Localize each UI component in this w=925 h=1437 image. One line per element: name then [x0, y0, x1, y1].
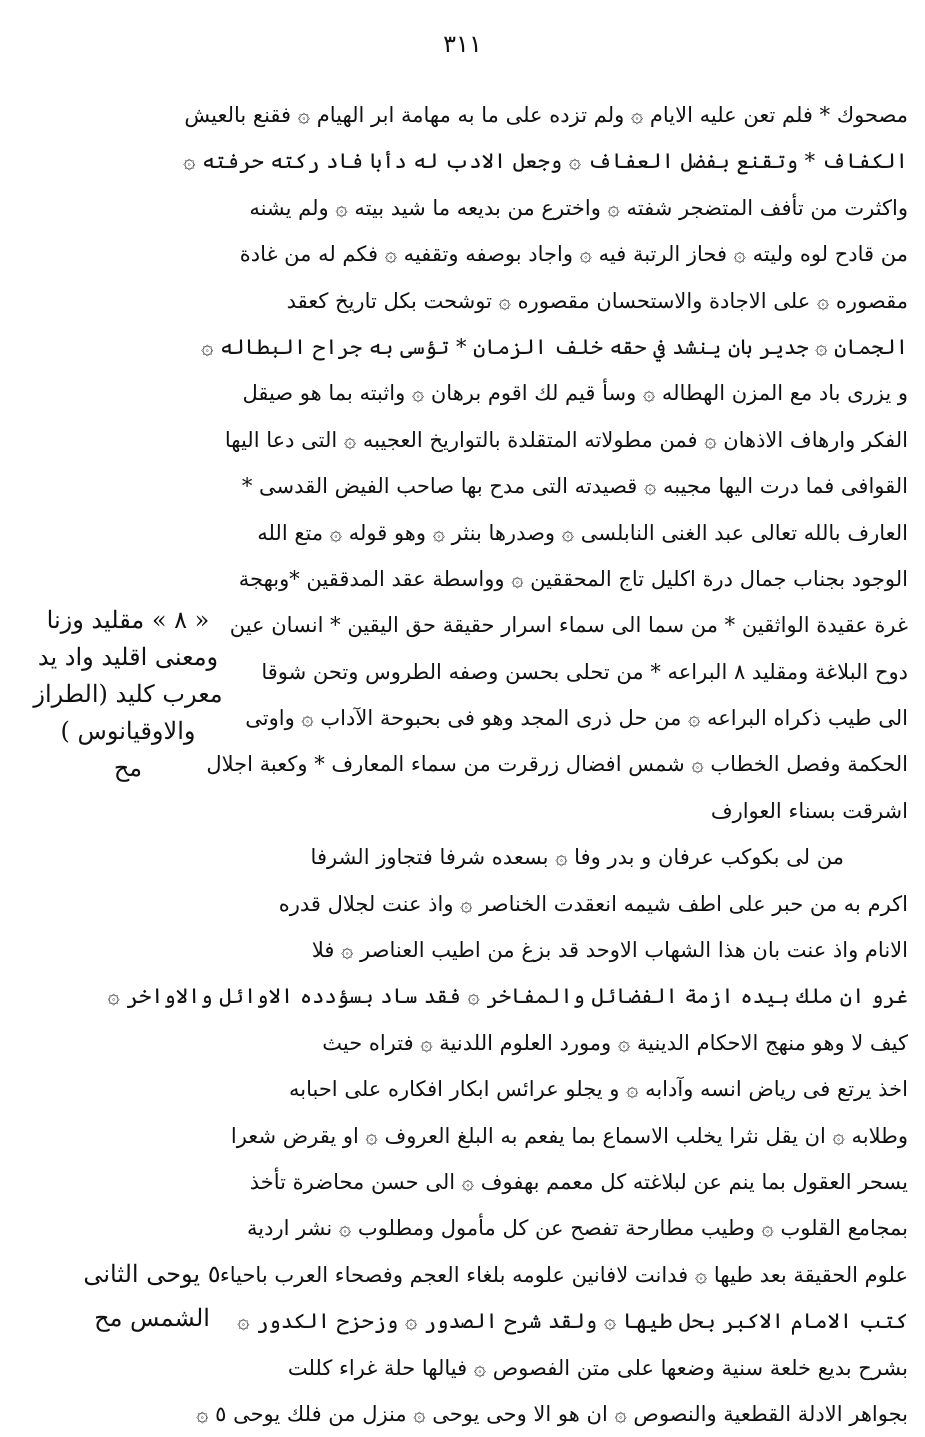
- text-line: علوم الحقيقة بعد طيها ۞ فدانت لافانين علومه بلغاء العجم وفصحاء العرب باحياء: [219, 1262, 908, 1287]
- text-line: الوجود بجناب جمال درة اكليل تاج المحققين ۞ وواسطة عقد المدققين *وبهجة: [238, 566, 908, 591]
- text-line: واكثرت من تأفف المتضجر شفته ۞ واخترع من بديعه ما شيد بيته ۞ ولم يشنه: [249, 195, 908, 220]
- text-line: مصحوك * فلم تعن عليه الايام ۞ ولم تزده على ما به مهامة ابر الهيام ۞ فقنع بالعيش: [184, 103, 908, 127]
- text-line: دوح البلاغة ومقليد ٨ البراعه * من تحلى بحسن وصفه الطروس وتحن شوقا: [261, 659, 908, 684]
- text-line: العارف بالله تعالى عبد الغنى النابلسى ۞ وصدرها بنثر ۞ وهو قوله ۞ متع الله: [257, 520, 908, 545]
- text-line: اخذ يرتع فى رياض انسه وآدابه ۞ و يجلو عرائس ابكار افكاره على احبابه: [288, 1077, 908, 1102]
- text-line: غرو ان ملك بيده ازمة الفضائل والمفاخر ۞ فقد ساد بسؤدده الاوائل والاواخر ۞: [107, 984, 908, 1009]
- text-line: الفكر وارهاف الاذهان ۞ فمن مطولاته المتقلدة بالتواريخ العجيبه ۞ التى دعا اليها: [224, 427, 908, 452]
- footnote: [62, 1252, 242, 1340]
- margin-note: [18, 602, 238, 787]
- text-line: من قادح لوه وليته ۞ فحاز الرتبة فيه ۞ واجاد بوصفه وتقفيه ۞ فكم له من غادة: [239, 242, 908, 267]
- text-line: بمجامع القلوب ۞ وطيب مطارحة تفصح عن كل مأمول ومطلوب ۞ نشر اردية: [246, 1216, 908, 1241]
- margin-note-line: والاوقيانوس ): [60, 717, 196, 745]
- text-line: بجواهر الادلة القطعية والنصوص ۞ ان هو الا وحى يوحى ۞ منزل من فلك يوحى ٥ ۞: [196, 1401, 908, 1426]
- text-line: و يزرى باد مع المزن الهطاله ۞ وسأ قيم لك اقوم برهان ۞ واثبته بما هو صيقل: [242, 381, 908, 406]
- text-line: القوافى فما درت اليها مجيبه ۞ قصيدته التى مدح بها صاحب الفيض القدسى *: [241, 474, 908, 499]
- text-line: الحكمة وفصل الخطاب ۞ شمس افضال زرقرت من سماء المعارف * وكعبة اجلال: [206, 752, 908, 777]
- text-line: وطلابه ۞ ان يقل نثرا يخلب الاسماع بما يفعم به البلغ العروف ۞ او يقرض شعرا: [230, 1123, 908, 1148]
- text-line: الكفاف * وتقنع بفضل العفاف ۞ وجعل الادب له دأبا فاد ركته حرفته ۞: [183, 149, 908, 174]
- footnote-line: ٥ يوحى الثانى: [83, 1260, 221, 1288]
- text-line: اكرم به من حبر على اطف شيمه انعقدت الخناصر ۞ واذ عنت لجلال قدره: [278, 891, 908, 916]
- footnote-line: الشمس مح: [94, 1304, 210, 1332]
- margin-note-line: معرب كليد (الطراز: [33, 680, 223, 708]
- text-line: مقصوره ۞ على الاجادة والاستحسان مقصوره ۞ توشحت بكل تاريخ كعقد: [286, 288, 908, 313]
- text-line: الانام واذ عنت بان هذا الشهاب الاوحد قد بزغ من اطيب العناصر ۞ فلا: [311, 938, 908, 963]
- text-line: بشرح بديع خلعة سنية وضعها على متن الفصوص ۞ فيالها حلة غراء كللت: [287, 1355, 908, 1380]
- text-line: يسحر العقول بما ينم عن لبلاغته كل معمم بهفوف ۞ الى حسن محاضرة تأخذ: [249, 1169, 908, 1194]
- margin-note-line: « ٨ » مقليد وزنا: [46, 606, 210, 634]
- text-line: كيف لا وهو منهج الاحكام الدينية ۞ ومورد العلوم اللدنية ۞ فتراه حيث: [322, 1030, 908, 1055]
- margin-note-line: مح: [113, 754, 143, 782]
- text-line: الجمان ۞ جدير بان ينشد في حقه خلف الزمان * تؤسى به جراح البطاله ۞: [201, 334, 908, 359]
- text-line: اشرقت بسناء العوارف: [710, 798, 908, 823]
- text-line: الى طيب ذكراه البراعه ۞ من حل ذرى المجد وهو فى بحبوحة الآداب ۞ واوتى: [245, 706, 908, 731]
- text-line: كتب الامام الاكبر بحل طيها ۞ ولقد شرح الصدور ۞ وزحزح الكدور ۞: [237, 1309, 908, 1334]
- margin-note-line: ومعنى اقليد واد يد: [37, 643, 219, 671]
- poem-line: من لى بكوكب عرفان و بدر وفا ۞ بسعده شرفا فتجاوز الشرفا: [310, 845, 844, 870]
- text-line: غرة عقيدة الواثقين * من سما الى سماء اسرار حقيقة حق اليقين * انسان عين: [229, 613, 908, 638]
- page-number: ٣١١: [443, 30, 482, 58]
